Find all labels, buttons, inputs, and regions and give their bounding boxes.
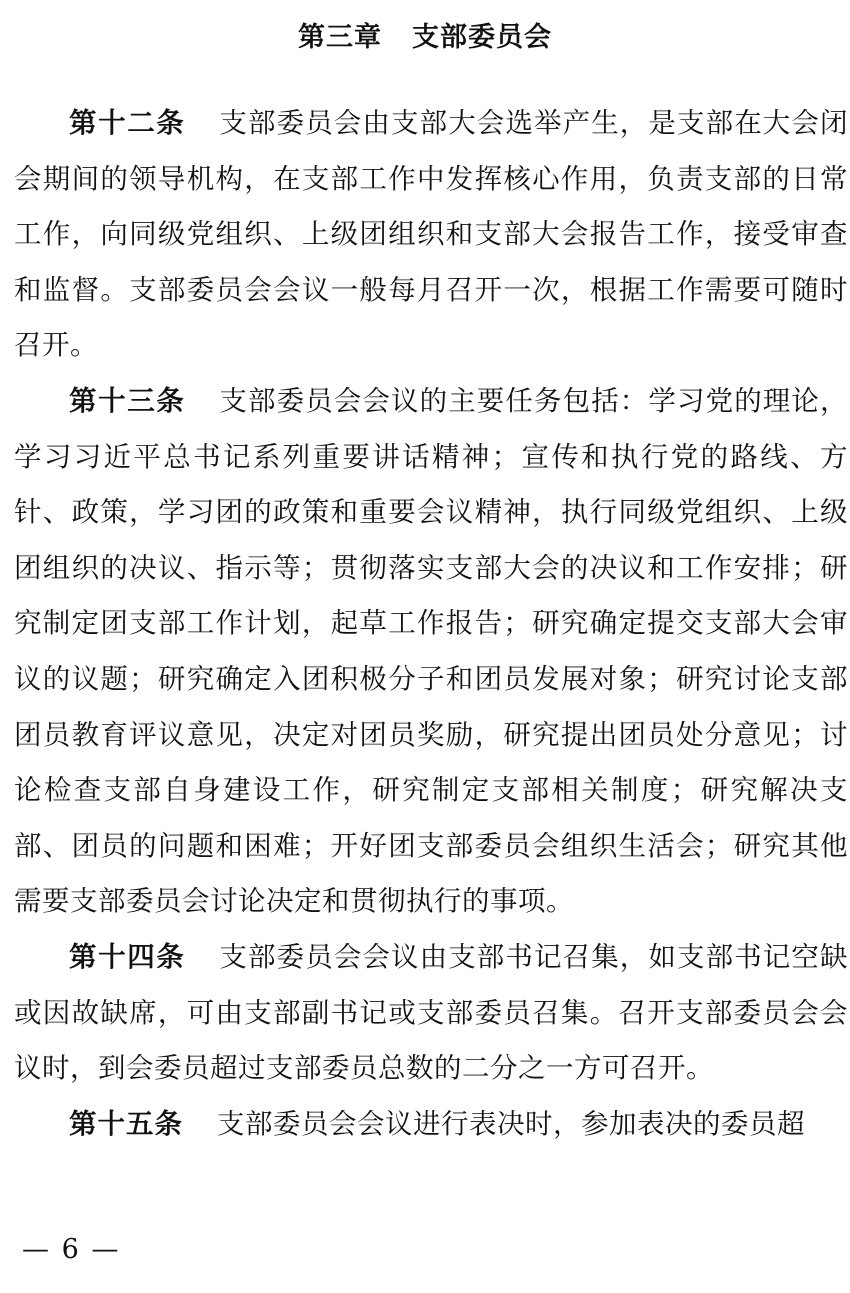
chapter-number: 第三章 [298,22,382,53]
article-number: 第十四条 [69,940,186,973]
article-number: 第十五条 [69,1107,183,1140]
article-text: 支部委员会会议进行表决时，参加表决的委员超 [217,1107,805,1140]
article-15 [14,1097,848,1153]
chapter-title: 支部委员会 [412,22,552,53]
article-13 [14,374,848,930]
article-12 [14,96,848,374]
article-text: 支部委员会会议由支部书记召集，如支部书记空缺或因故缺席，可由支部副书记或支部委员召集。召开支部委员会会议时，到会委员超过支部委员总数的二分之一方可召开。 [14,940,849,1085]
page-number: — 6 — [22,1234,121,1265]
document-body [14,96,848,1152]
chapter-heading [0,14,850,62]
article-text: 支部委员会由支部大会选举产生，是支部在大会闭会期间的领导机构，在支部工作中发挥核心作用，负责支部的日常工作，向同级党组织、上级团组织和支部大会报告工作，接受审查和监督。支部委员会会议一般每月召开一次，根据工作需要可随时召开。 [14,107,849,362]
article-text: 支部委员会会议的主要任务包括：学习党的理论，学习习近平总书记系列重要讲话精神；宣传和执行党的路线、方针、政策，学习团的政策和重要会议精神，执行同级党组织、上级团组织的决议、指示等；贯彻落实支部大会的决议和工作安排；研究制定团支部工作计划，起草工作报告；研究确定提交支部大会审议的议题；研究确定入团积极分子和团员发展对象；研究讨论支部团员教育评议意见，决定对团员奖励，研究提出团员处分意见；讨论检查支部自身建设工作，研究制定支部相关制度；研究解决支部、团员的问题和困难；开好团支部委员会组织生活会；研究其他需要支部委员会讨论决定和贯彻执行的事项。 [14,384,849,918]
article-number: 第十三条 [69,384,186,417]
article-number: 第十二条 [69,107,186,139]
article-14 [14,930,848,1097]
